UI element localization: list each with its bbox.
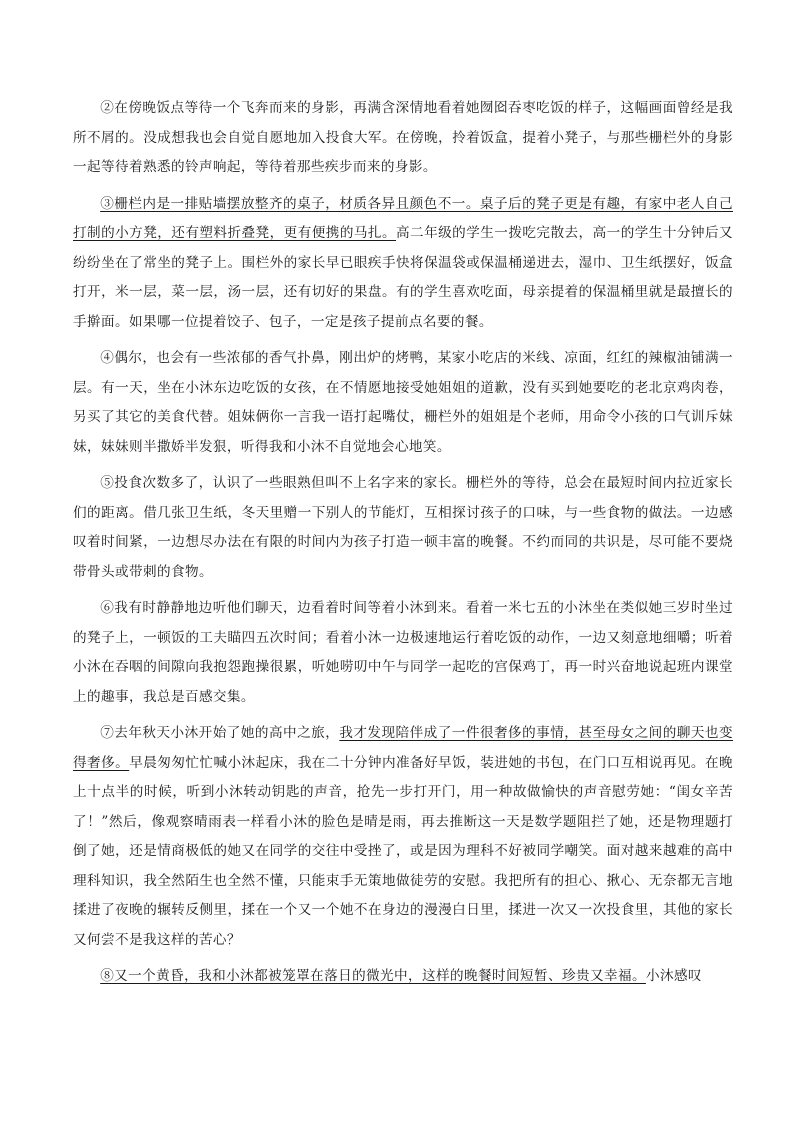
paragraph-8 bbox=[73, 962, 733, 992]
paragraph-text: 早晨匆匆忙忙喊小沐起床，我在二十分钟内准备好早饭，装进她的书包，在门口互相说再见。在晚上十点半的时候，听到小沐转动钥匙的声音，抢先一步打开门，用一种故做愉快的声音慰劳她：“闺女辛苦了！”然后，像观察晴雨表一样看小沐的脸色是晴是雨，再去推断这一天是数学题阻拦了她，还是物理题打倒了她，还是情商极低的她又在同学的交往中受挫了，或是因为理科不好被同学嘲笑。面对越来越难的高中理科知识，我全然陌生也全然不懂，只能束手无策地做徒劳的安慰。我把所有的担心、揪心、无奈都无言地揉进了夜晚的辗转反侧里，揉在一个又一个她不在身边的漫漫白日里，揉进一次又一次投食里，其他的家长又何尝不是我这样的苦心？ bbox=[73, 754, 733, 948]
paragraph-2 bbox=[73, 94, 733, 183]
paragraph-5 bbox=[73, 469, 733, 587]
underlined-sentence: ③栅栏内是一排贴墙摆放整齐的桌子，材质各异且颜色不一。桌子后的凳子更是有趣，有家中老人自己打制的小方凳，还有塑料折叠凳，更有便携的马扎。 bbox=[73, 195, 733, 241]
document-page bbox=[73, 94, 733, 999]
paragraph-text: 高二年级的学生一拨吃完散去，高一的学生十分钟后又纷纷坐在了常坐的凳子上。围栏外的家长早已眼疾手快将保温袋或保温桶递进去，湿巾、卫生纸摆好，饭盒打开，米一层，菜一层，汤一层，还有切好的果盘。有的学生喜欢吃面，母亲提着的保温桶里就是最擅长的手擀面。如果哪一位提着饺子、包子，一定是孩子提前点名要的餐。 bbox=[73, 225, 733, 330]
paragraph-7 bbox=[73, 719, 733, 955]
underlined-sentence: 我才发现陪伴成了一件很奢侈的事情，甚至母女之间的聊天也变得奢侈。 bbox=[73, 725, 733, 771]
paragraph-text: ④偶尔，也会有一些浓郁的香气扑鼻，刚出炉的烤鸭，某家小吃店的米线、凉面，红红的辣椒油铺满一层。有一天，坐在小沐东边吃饭的女孩，在不情愿地接受她姐姐的道歉，没有买到她要吃的老北京鸡肉卷，另买了其它的美食代替。姐妹俩你一言我一语打起嘴仗，栅栏外的姐姐是个老师，用命令小孩的口气训斥妹妹，妹妹则半撒娇半发狠，听得我和小沐不自觉地会心地笑。 bbox=[73, 350, 733, 455]
paragraph-text: ⑥我有时静静地边听他们聊天，边看着时间等着小沐到来。看着一米七五的小沐坐在类似她三岁时坐过的凳子上，一顿饭的工夫瞄四五次时间；看着小沐一边极速地运行着吃饭的动作，一边又刻意地细嚼；听着小沐在吞咽的间隙向我抱怨跑操很累，听她唠叨中午与同学一起吃的宫保鸡丁，再一时兴奋地说起班内课堂上的趣事，我总是百感交集。 bbox=[73, 600, 733, 705]
paragraph-text: ②在傍晚饭点等待一个飞奔而来的身影，再满含深情地看着她囫囵吞枣吃饭的样子，这幅画面曾经是我所不屑的。没成想我也会自觉自愿地加入投食大军。在傍晚，拎着饭盒，提着小凳子，与那些栅栏外的身影一起等待着熟悉的铃声响起，等待着那些疾步而来的身影。 bbox=[73, 100, 733, 175]
paragraph-text: ⑦去年秋天小沐开始了她的高中之旅， bbox=[100, 725, 340, 741]
paragraph-text: 小沐感叹 bbox=[645, 968, 702, 984]
paragraph-3 bbox=[73, 190, 733, 338]
paragraph-text: ⑤投食次数多了，认识了一些眼熟但叫不上名字来的家长。栅栏外的等待，总会在最短时间内拉近家长们的距离。借几张卫生纸，冬天里赠一下别人的节能灯，互相探讨孩子的口味，与一些食物的做法。一边感叹着时间紧，一边想尽办法在有限的时间内为孩子打造一顿丰富的晚餐。不约而同的共识是，尽可能不要烧带骨头或带刺的食物。 bbox=[73, 475, 733, 580]
paragraph-4 bbox=[73, 344, 733, 462]
underlined-sentence: ⑧又一个黄昏，我和小沐都被笼罩在落日的微光中，这样的晚餐时间短暂、珍贵又幸福。 bbox=[100, 968, 646, 984]
paragraph-6 bbox=[73, 594, 733, 712]
